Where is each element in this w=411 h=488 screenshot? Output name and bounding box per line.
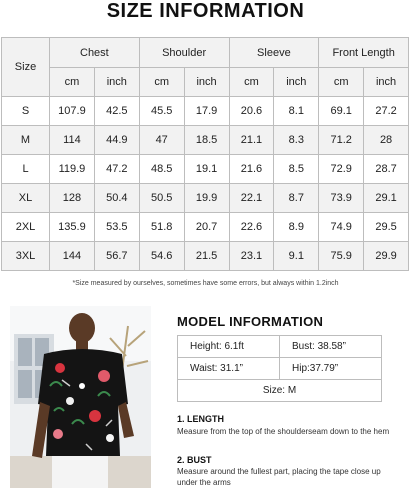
measurement-cell: 28.7 [364,155,409,184]
model-waist: Waist: 31.1” [178,358,280,380]
measurement-cell: 45.5 [139,97,184,126]
measurement-cell: 29.1 [364,184,409,213]
unit-header: inch [184,68,229,97]
model-photo [10,306,151,488]
measurement-cell: 44.9 [94,126,139,155]
measurement-cell: 72.9 [319,155,364,184]
measurement-cell: 29.9 [364,242,409,271]
length-description: Measure from the top of the shoulderseam down to the hem [177,427,390,436]
model-height: Height: 6.1ft [178,336,280,358]
measurement-cell: 19.1 [184,155,229,184]
model-info-table [177,335,382,402]
measurement-cell: 54.6 [139,242,184,271]
measurement-cell: 71.2 [319,126,364,155]
bust-description: Measure around the fullest part, placing the tape close up under the arms [177,467,381,487]
measurement-cell: 56.7 [94,242,139,271]
model-photo-illustration [10,306,151,488]
measurement-cell: 27.2 [364,97,409,126]
table-row [2,155,409,184]
measurement-cell: 9.1 [274,242,319,271]
measurement-cell: 29.5 [364,213,409,242]
measurement-cell: 8.7 [274,184,319,213]
table-row [2,242,409,271]
unit-header: inch [274,68,319,97]
measurement-cell: 69.1 [319,97,364,126]
measurement-cell: 8.3 [274,126,319,155]
measurement-cell: 21.6 [229,155,274,184]
unit-header: cm [229,68,274,97]
chest-header: Chest [50,38,140,68]
unit-header: inch [94,68,139,97]
model-size-label: Size: [262,385,286,396]
measurement-cell: 8.9 [274,213,319,242]
measurement-cell: 51.8 [139,213,184,242]
size-cell: L [2,155,50,184]
model-info-title: MODEL INFORMATION [177,314,324,329]
length-heading: 1. LENGTH [177,414,225,424]
measurement-cell: 20.6 [229,97,274,126]
measurement-cell: 8.1 [274,97,319,126]
measurement-cell: 73.9 [319,184,364,213]
sleeve-header: Sleeve [229,38,319,68]
measurement-cell: 47.2 [94,155,139,184]
measurement-cell: 23.1 [229,242,274,271]
unit-header-row [2,68,409,97]
measurement-cell: 135.9 [50,213,95,242]
measurement-cell: 47 [139,126,184,155]
size-chart-table [1,37,409,271]
measurement-note: *Size measured by ourselves, sometimes have some errors, but always within 1.2inch [72,280,339,287]
measurement-cell: 8.5 [274,155,319,184]
bust-heading: 2. BUST [177,455,212,465]
measurement-cell: 128 [50,184,95,213]
measurement-cell: 22.1 [229,184,274,213]
measurement-cell: 17.9 [184,97,229,126]
unit-header: cm [319,68,364,97]
measurement-cell: 21.5 [184,242,229,271]
model-size-value: M [287,385,297,396]
size-cell: S [2,97,50,126]
measurement-cell: 144 [50,242,95,271]
measurement-cell: 107.9 [50,97,95,126]
unit-header: cm [139,68,184,97]
size-column-header: Size [2,38,50,97]
size-cell: XL [2,184,50,213]
measurement-cell: 28 [364,126,409,155]
measurement-cell: 119.9 [50,155,95,184]
measurement-cell: 50.4 [94,184,139,213]
measurement-cell: 114 [50,126,95,155]
unit-header: cm [50,68,95,97]
table-row [2,97,409,126]
measurement-cell: 42.5 [94,97,139,126]
measurement-cell: 48.5 [139,155,184,184]
size-cell: M [2,126,50,155]
table-row [2,184,409,213]
measurement-cell: 18.5 [184,126,229,155]
measurement-cell: 50.5 [139,184,184,213]
measurement-cell: 75.9 [319,242,364,271]
shoulder-header: Shoulder [139,38,229,68]
measurement-cell: 53.5 [94,213,139,242]
model-bust: Bust: 38.58” [280,336,382,358]
table-row [2,126,409,155]
table-row [2,213,409,242]
table-header-row [2,38,409,68]
page-title: SIZE INFORMATION [106,0,305,22]
measurement-cell: 21.1 [229,126,274,155]
measurement-cell: 74.9 [319,213,364,242]
size-cell: 3XL [2,242,50,271]
model-size [178,380,382,402]
front-length-header: Front Length [319,38,409,68]
measurement-cell: 22.6 [229,213,274,242]
model-hip: Hip:37.79” [280,358,382,380]
measurement-cell: 19.9 [184,184,229,213]
unit-header: inch [364,68,409,97]
measurement-cell: 20.7 [184,213,229,242]
size-cell: 2XL [2,213,50,242]
